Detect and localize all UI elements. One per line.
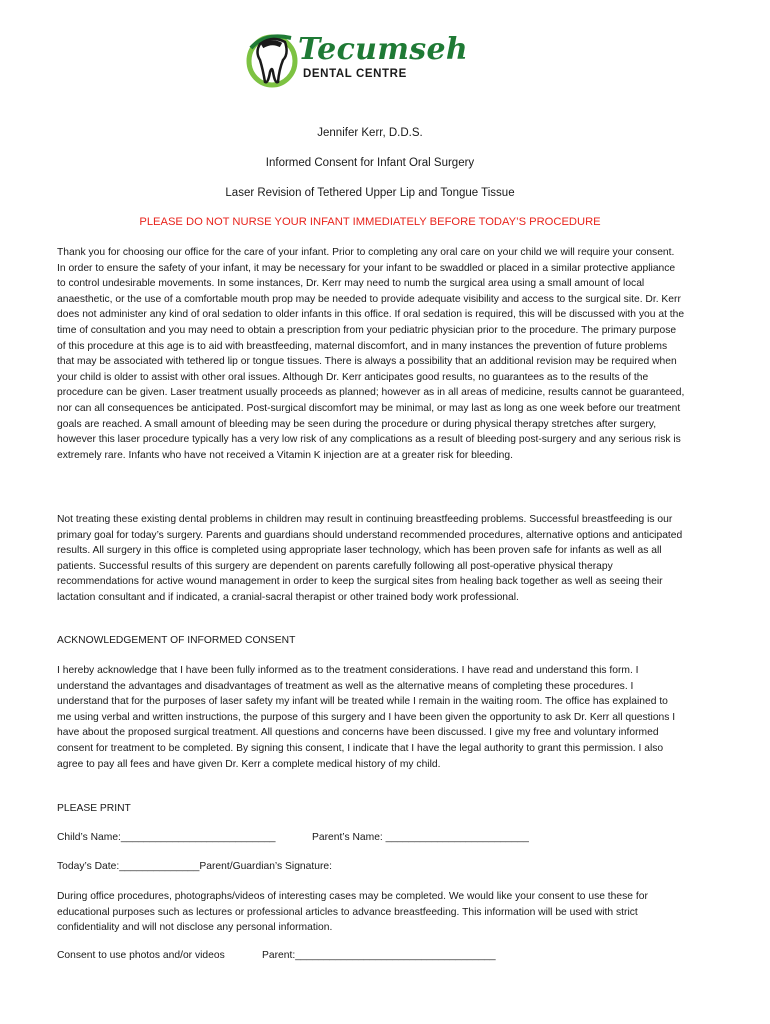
form-subtitle: Laser Revision of Tethered Upper Lip and Tongue Tissue	[225, 187, 515, 199]
intro-paragraph: Thank you for choosing our office for the care of your infant. Prior to completing any oral care on your child we will require your consent. In order to ensure the safety of your infant, it may be necessary for your infant to be swaddled or placed in a similar protective appliance to control undesirable movements. In some instances, Dr. Kerr may need to numb the surgical area using a small amount of local anaesthetic, or the use of a comfortable mouth prop may be needed to provide adequate visibility and access to the surgical site. Dr. Kerr does not administer any kind of oral sedation to older infants in this office. If oral sedation is required, this will be discussed with you at the time of consultation and you may need to obtain a prescription from your pediatric physician prior to the procedure. The primary purpose of this procedure at this age is to aid with breastfeeding, maternal discomfort, and in many instances the prevention of future problems that may be associated with tethered lip or tongue tissues. There is always a possibility that an additional revision may be required when your child is older to assist with other oral issues. Although Dr. Kerr anticipates good results, no guarantees as to the results of the procedure can be given. Laser treatment usually proceeds as planned; however as in all areas of medicine, results cannot be guaranteed, nor can all consequences be anticipated. Post-surgical discomfort may be minimal, or may last as long as one week before our treatment goals are reached. A small amount of bleeding may be seen during the procedure or during physical therapy stretches after surgery, however this laser procedure typically has a very low risk of any complications as a result of bleeding post-surgery and any serious risk is extremely rare. Infants who have not received a Vitamin K injection are at a greater risk for bleeding.	[57, 247, 685, 461]
tooth-in-circle-logo-icon	[245, 30, 301, 90]
names-row	[57, 832, 529, 843]
clinic-logo	[245, 30, 468, 90]
logo-name-line2: DENTAL CENTRE	[303, 68, 407, 80]
date-signature-field[interactable]: Today’s Date:______________Parent/Guardian’s Signature:	[57, 861, 332, 872]
media-consent-label: Consent to use photos and/or videos	[57, 950, 225, 961]
nursing-warning: PLEASE DO NOT NURSE YOUR INFANT IMMEDIATELY BEFORE TODAY’S PROCEDURE	[139, 216, 601, 228]
parent-signature-field[interactable]: Parent:___________________________________	[262, 950, 496, 961]
acknowledgement-heading: ACKNOWLEDGEMENT OF INFORMED CONSENT	[57, 635, 296, 646]
doctor-name: Jennifer Kerr, D.D.S.	[317, 127, 423, 139]
parents-name-field[interactable]: Parent’s Name: _________________________	[312, 832, 529, 843]
childs-name-field[interactable]: Child’s Name:___________________________	[57, 832, 276, 843]
please-print-label: PLEASE PRINT	[57, 803, 131, 814]
media-consent-paragraph: During office procedures, photographs/videos of interesting cases may be completed. We would like your consent to use these for educational purposes such as lectures or professional articles to advance breastfeeding. This information will be used with strict confidentiality and will not disclose any personal information.	[57, 891, 648, 934]
media-consent-row	[57, 950, 496, 961]
acknowledgement-paragraph: I hereby acknowledge that I have been fully informed as to the treatment considerations. I have read and understand this form. I understand the advantages and disadvantages of treatment as well as the alternative means of completing these procedures. I understand that for the purposes of laser safety my infant will be treated while I remain in the waiting room. The office has explained to me using verbal and written instructions, the purpose of this surgery and I have been given the opportunity to ask Dr. Kerr all questions I have about the proposed surgical treatment. All questions and concerns have been discussed. I give my free and voluntary informed consent for treatment to be completed. By signing this consent, I indicate that I have the legal authority to grant this permission. I also agree to pay all fees and have given Dr. Kerr a complete medical history of my child.	[57, 665, 676, 770]
risks-paragraph: Not treating these existing dental problems in children may result in continuing breastfeeding problems. Successful breastfeeding is our primary goal for today’s surgery. Parents and guardians should understand recommended procedures, alternative options and anticipated results. All surgery in this office is completed using appropriate laser technology, which has been proven safe for infants as well as all patients. Successful results of this surgery are dependent on parents carefully following all post-operative physical therapy recommendations for active wound management in order to keep the surgical sites from healing back together as well as seeing their lactation consultant and if indicated, a cranial-sacral therapist or other trained body work professional.	[57, 514, 683, 603]
logo-name-line1: Tecumseh	[298, 32, 468, 67]
form-title: Informed Consent for Infant Oral Surgery	[265, 157, 475, 169]
